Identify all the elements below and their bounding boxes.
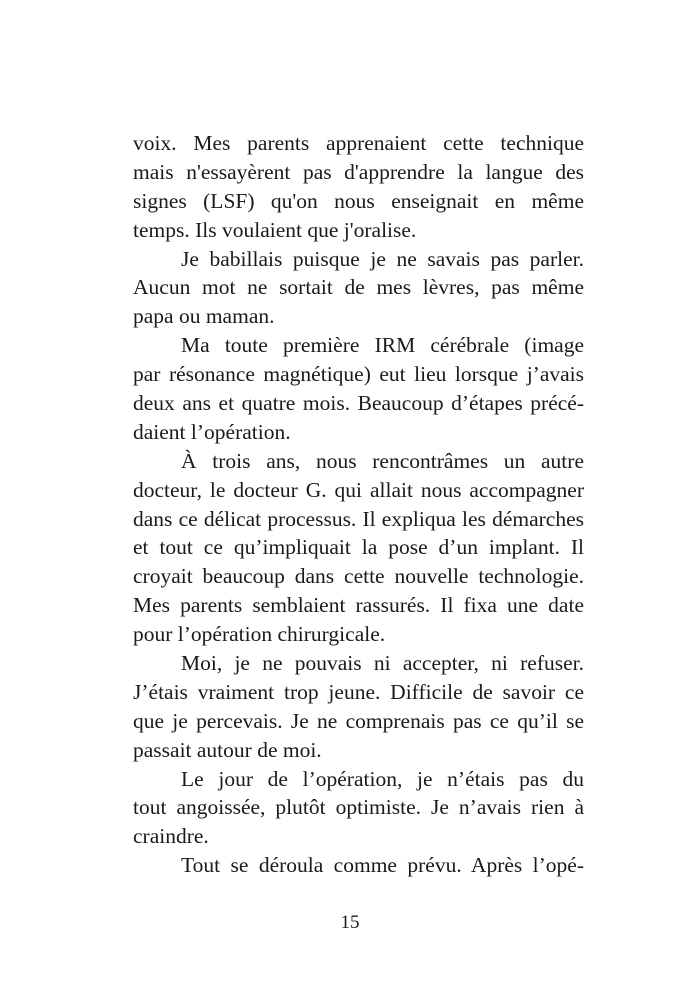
- text-line: que je percevais. Je ne comprenais pas ce qu’il se: [133, 708, 584, 733]
- text-line: tout angoissée, plutôt optimiste. Je n’avais rien à: [133, 795, 584, 820]
- text-line: croyait beaucoup dans cette nouvelle technologie.: [133, 564, 584, 589]
- text-line: voix. Mes parents apprenaient cette technique: [133, 131, 584, 155]
- text-line: passait autour de moi.: [133, 737, 322, 762]
- text-line: papa ou maman.: [133, 304, 275, 329]
- text-line: docteur, le docteur G. qui allait nous accompagner: [133, 477, 584, 502]
- text-line: craindre.: [133, 824, 209, 849]
- text-line: Le jour de l’opération, je n’étais pas du: [181, 766, 584, 791]
- text-line: Mes parents semblaient rassurés. Il fixa une date: [133, 593, 584, 618]
- text-line: par résonance magnétique) eut lieu lorsque j’avais: [133, 362, 584, 387]
- text-line: Je babillais puisque je ne savais pas parler.: [181, 246, 584, 271]
- text-line: Ma toute première IRM cérébrale (image: [181, 333, 584, 358]
- text-line: mais n'essayèrent pas d'apprendre la langue des: [133, 159, 584, 184]
- text-line: et tout ce qu’impliquait la pose d’un implant. Il: [133, 535, 584, 560]
- text-line: signes (LSF) qu'on nous enseignait en même: [133, 188, 584, 213]
- text-line: deux ans et quatre mois. Beaucoup d’étapes précé-: [133, 391, 584, 416]
- text-line: temps. Ils voulaient que j'oralise.: [133, 217, 417, 242]
- text-line: Tout se déroula comme prévu. Après l’opé-: [181, 853, 584, 878]
- text-line: À trois ans, nous rencontrâmes un autre: [181, 448, 584, 473]
- page-number: 15: [340, 912, 360, 933]
- text-line: Aucun mot ne sortait de mes lèvres, pas même: [133, 275, 584, 300]
- text-line: dans ce délicat processus. Il expliqua les démarches: [133, 506, 584, 531]
- text-line: J’étais vraiment trop jeune. Difficile de savoir ce: [133, 679, 584, 704]
- text-line: pour l’opération chirurgicale.: [133, 622, 386, 647]
- text-line: Moi, je ne pouvais ni accepter, ni refuser.: [181, 651, 584, 676]
- text-line: daient l’opération.: [133, 419, 291, 444]
- page-body-text: [133, 129, 584, 880]
